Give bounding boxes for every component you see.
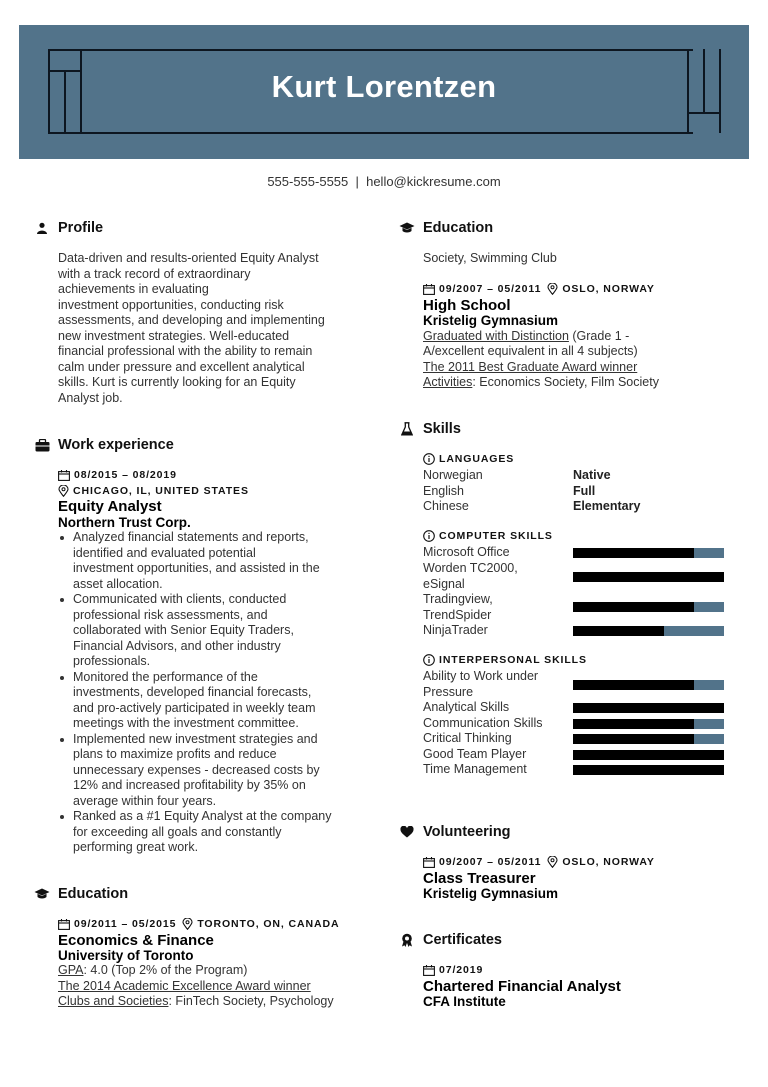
computer-skill-bar <box>573 602 724 612</box>
distinction-line-2: A/excellent equivalent in all 4 subjects) <box>423 344 638 358</box>
computer-skill-name: Worden TC2000, eSignal <box>423 561 518 591</box>
volunteering-title: Volunteering <box>423 824 511 840</box>
profile-text: Data-driven and results-oriented Equity Analyst with a track record of extraordinary achievements in evaluating investment opportunities, conducting risk assessments, and developing and implementing new investment strategies. Well-educated financial professional with the ability to remain calm under pressure and excellent analytical skills. Kurt is currently looking for an Equity Analyst job. <box>58 251 325 405</box>
list-item: Ranked as a #1 Equity Analyst at the company for exceeding all goals and constantly performing great work. <box>73 809 378 856</box>
person-icon <box>33 220 51 236</box>
education-heading <box>33 886 128 902</box>
interpersonal-skill-bar <box>573 680 724 690</box>
computer-skill-bar <box>573 548 724 558</box>
computer-skill-bar <box>573 626 724 636</box>
language-level: Native <box>573 468 611 482</box>
work-bullets <box>58 530 378 856</box>
interpersonal-skill-name: Ability to Work under Pressure <box>423 669 539 699</box>
distinction-label: Graduated with Distinction <box>423 329 569 343</box>
interpersonal-skill-name: Analytical Skills <box>423 700 510 714</box>
distinction-line <box>423 329 629 343</box>
computer-skill-bar-fill <box>573 602 694 612</box>
company-name: Northern Trust Corp. <box>58 515 191 530</box>
interpersonal-skill-bar <box>573 750 724 760</box>
language-name: Norwegian <box>423 468 483 482</box>
work-location-text: CHICAGO, IL, UNITED STATES <box>73 485 249 497</box>
interpersonal-skill-bar <box>573 719 724 729</box>
hs-award-text: The 2011 Best Graduate Award winner <box>423 360 638 374</box>
work-title: Work experience <box>58 437 174 453</box>
flask-icon <box>398 421 416 437</box>
interpersonal-skill-bar-fill <box>573 703 724 713</box>
briefcase-icon <box>33 437 51 453</box>
info-icon <box>423 453 435 465</box>
interpersonal-skill-bar <box>573 765 724 775</box>
interpersonal-skill-bar-fill <box>573 680 694 690</box>
degree-title: Economics & Finance <box>58 932 214 949</box>
list-item: Monitored the performance of the investments, developed financial forecasts, and pro-actively participated in weekly team meetings with the investment committee. <box>73 670 378 732</box>
education-location-text: TORONTO, ON, CANADA <box>197 918 340 930</box>
hs-degree: High School <box>423 297 511 314</box>
interpersonal-skill-bar <box>573 734 724 744</box>
location-pin-icon <box>547 283 558 295</box>
certificates-heading <box>398 932 502 948</box>
gpa-label: GPA <box>58 963 84 977</box>
interpersonal-skills-title: INTERPERSONAL SKILLS <box>439 654 587 666</box>
hs-award-line <box>423 360 637 374</box>
certificate-date-text: 07/2019 <box>439 964 484 976</box>
activities-line <box>423 375 659 389</box>
interpersonal-skill-bar-fill <box>573 734 694 744</box>
language-name: English <box>423 484 464 498</box>
clubs-label: Clubs and Societies <box>58 994 169 1008</box>
frame-bottom <box>48 132 693 134</box>
graduation-cap-icon <box>398 220 416 236</box>
interpersonal-skill-bar-fill <box>573 719 694 729</box>
list-item: Implemented new investment strategies and plans to maximize profits and reduce unnecessary expenses - decreased costs by 12% and increased profitability by 35% on average within four years. <box>73 732 378 810</box>
interpersonal-skill-bar-fill <box>573 750 724 760</box>
activities-label: Activities <box>423 375 473 389</box>
info-icon <box>423 530 435 542</box>
info-icon <box>423 654 435 666</box>
language-name: Chinese <box>423 499 469 513</box>
computer-skill-bar-fill <box>573 548 694 558</box>
list-item: Analyzed financial statements and reports, identified and evaluated potential investment opportunities, and assisted in the asset allocation. <box>73 530 378 592</box>
location-pin-icon <box>547 856 558 868</box>
interpersonal-skill-name: Good Team Player <box>423 747 527 761</box>
work-heading <box>33 437 174 453</box>
volunteering-location-text: OSLO, NORWAY <box>562 856 655 868</box>
certificate-name: Chartered Financial Analyst <box>423 978 621 995</box>
volunteering-org: Kristelig Gymnasium <box>423 886 559 901</box>
hs-location-text: OSLO, NORWAY <box>562 283 655 295</box>
work-dates-text: 08/2015 – 08/2019 <box>74 469 177 481</box>
volunteering-role: Class Treasurer <box>423 870 536 887</box>
calendar-icon <box>423 965 435 976</box>
skills-heading <box>398 421 461 437</box>
interpersonal-skill-name: Communication Skills <box>423 716 543 730</box>
job-title: Equity Analyst <box>58 498 162 515</box>
certificate-date <box>423 964 483 976</box>
computer-skill-bar <box>573 572 724 582</box>
header-banner <box>19 25 749 159</box>
calendar-icon <box>423 857 435 868</box>
education-title: Education <box>58 886 129 902</box>
education-dates <box>58 918 339 930</box>
graduation-cap-icon <box>33 886 51 902</box>
clubs-line <box>58 994 334 1008</box>
hs-dates <box>423 283 655 295</box>
award-text: The 2014 Academic Excellence Award winner <box>58 979 311 993</box>
education-dates-text: 09/2011 – 05/2015 <box>74 918 177 930</box>
list-item: Communicated with clients, conducted professional risk assessments, and collaborated with Senior Equity Traders, Financial Advisors, and other industry professionals. <box>73 592 378 670</box>
award-icon <box>398 932 416 948</box>
language-level: Full <box>573 484 596 498</box>
hs-school: Kristelig Gymnasium <box>423 313 559 328</box>
interpersonal-skill-bar-fill <box>573 765 724 775</box>
certificates-title: Certificates <box>423 932 502 948</box>
hs-dates-text: 09/2007 – 05/2011 <box>439 283 542 295</box>
languages-title: LANGUAGES <box>439 453 515 465</box>
languages-heading <box>423 453 514 465</box>
volunteering-heading <box>398 824 511 840</box>
frame-top <box>48 49 693 51</box>
profile-title: Profile <box>58 220 104 236</box>
computer-skill-bar-fill <box>573 626 664 636</box>
frame-right-cross <box>687 112 720 114</box>
work-dates <box>58 469 177 481</box>
computer-skill-name: NinjaTrader <box>423 623 488 637</box>
activities-value: : Economics Society, Film Society <box>472 375 659 389</box>
language-level: Elementary <box>573 499 641 513</box>
gpa-value: : 4.0 (Top 2% of the Program) <box>83 963 248 977</box>
school-name: University of Toronto <box>58 948 194 963</box>
interpersonal-skill-name: Time Management <box>423 762 527 776</box>
education-title-continued: Education <box>423 220 494 236</box>
volunteering-dates-text: 09/2007 – 05/2011 <box>439 856 542 868</box>
clubs-value: : FinTech Society, Psychology <box>168 994 334 1008</box>
computer-skills-title: COMPUTER SKILLS <box>439 530 553 542</box>
computer-skills-heading <box>423 530 553 542</box>
candidate-name: Kurt Lorentzen <box>271 69 497 104</box>
calendar-icon <box>58 919 70 930</box>
gpa-line <box>58 963 247 977</box>
computer-skill-name: Microsoft Office <box>423 545 510 559</box>
calendar-icon <box>58 470 70 481</box>
interpersonal-skill-name: Critical Thinking <box>423 731 512 745</box>
location-pin-icon <box>58 485 69 497</box>
interpersonal-skills-heading <box>423 654 587 666</box>
calendar-icon <box>423 284 435 295</box>
certificate-issuer: CFA Institute <box>423 994 506 1009</box>
heart-icon <box>398 824 416 840</box>
profile-heading <box>33 220 103 236</box>
skills-title: Skills <box>423 421 461 437</box>
education-heading-continued <box>398 220 493 236</box>
education-continued-text: Society, Swimming Club <box>423 251 557 265</box>
work-location <box>58 485 249 497</box>
interpersonal-skill-bar <box>573 703 724 713</box>
distinction-value-1: (Grade 1 - <box>568 329 630 343</box>
contact-line: 555-555-5555 | hello@kickresume.com <box>267 174 501 189</box>
computer-skill-bar-fill <box>573 572 724 582</box>
computer-skill-name: Tradingview, TrendSpider <box>423 592 493 622</box>
location-pin-icon <box>182 918 193 930</box>
volunteering-dates <box>423 856 655 868</box>
award-line <box>58 979 311 993</box>
